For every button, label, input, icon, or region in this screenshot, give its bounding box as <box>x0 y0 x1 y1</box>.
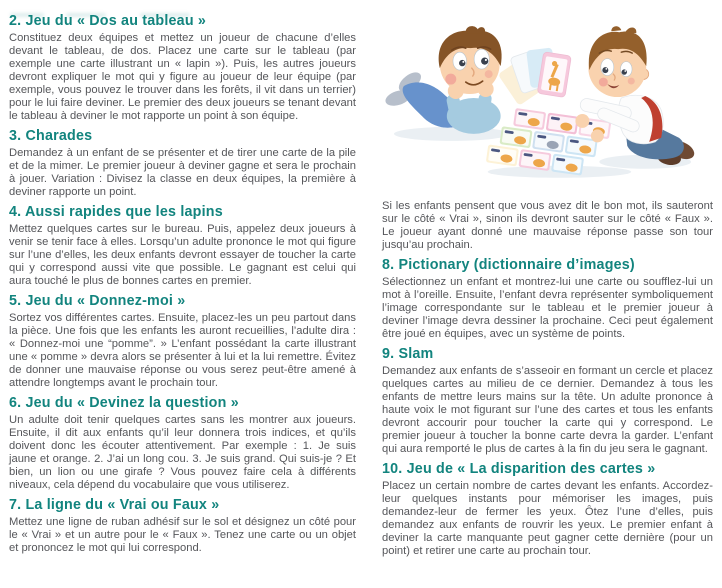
eye-highlight <box>605 68 607 70</box>
kneeling-boy-hand <box>575 114 589 128</box>
eye-highlight <box>485 59 487 61</box>
left-column <box>9 9 356 558</box>
lying-boy-eye-pupil <box>481 58 488 65</box>
section-disparition-des-cartes <box>382 461 713 558</box>
section-jeu-donnez-moi <box>9 293 356 390</box>
game-heading: 4. Aussi rapides que les lapins <box>9 204 223 220</box>
game-description: Mettez une ligne de ruban adhésif sur le sol et désignez un côté pour le « Vrai » et un autre pour le « Faux ». Tenez une carte ou un objet et prononcez le mot qui lui correspond. <box>9 516 356 554</box>
game-description: Demandez aux enfants de s’asseoir en formant un cercle et placez quelques cartes au milieu de ce dernier. Demandez à tous les enfants de mettre leurs mains sur la tête. Un adulte prononce à haute voix le mot figurant sur l’une des cartes et tous les enfants devront accourir pour toucher la carte qui y correspond. Le premier joueur à toucher la bonne carte devra la garder. L’enfant qui aura remporté le plus de cartes à la fin du jeu sera le gagnant. <box>382 365 713 455</box>
game-heading: 10. Jeu de « La disparition des cartes » <box>382 461 656 477</box>
section-aussi-rapides-que-les-lapins <box>9 204 356 288</box>
picture-card <box>546 113 579 135</box>
eye-highlight <box>624 70 626 72</box>
kneeling-boy-eye <box>601 59 614 76</box>
game-heading: 3. Charades <box>9 128 93 144</box>
game-description: Demandez à un enfant de se présenter et de tirer une carte de la pile et de la mimer. Le premier joueur à deviner gagne et sera le prochain à jouer. Variation : Divisez la classe en deux équipes, la première à deviner rapporte un point. <box>9 147 356 198</box>
game-description: Placez un certain nombre de cartes devant les enfants. Accordez-leur quelques instants pour mémoriser les images, puis demandez-leur de fermer les yeux. Ôtez l’une d’elles, puis demandez aux enfants de rouvrir les yeux. Le premier enfant à deviner la carte manquante peut gagner cette dernière (pour un point) et retirer une carte au prochain tour. <box>382 480 713 557</box>
lying-boy-blush <box>445 74 456 85</box>
illustration-children-playing-cards <box>382 9 713 197</box>
picture-card <box>486 144 519 166</box>
vrai-ou-faux-continuation-paragraph: Si les enfants pensent que vous avez dit le bon mot, ils sauteront sur le côté « Vrai », sinon ils devront sauter sur le côté « Faux ». Le joueur ayant donné une mauvaise réponse passe son tour jusqu’au prochain. <box>382 200 713 251</box>
kneeling-boy-eye <box>620 62 632 77</box>
game-heading: 8. Pictionary (dictionnaire d’images) <box>382 257 635 273</box>
lying-boy-eye-pupil <box>459 60 465 66</box>
section-charades <box>9 128 356 199</box>
game-description: Sélectionnez un enfant et montrez-lui une carte ou soufflez-lui un mot à l’oreille. Ensuite, l’enfant devra représenter symboliquement l’image correspondante sur le tableau et le premier joueur à deviner l’image devra dessiner la prochaine. Ceci peut également être joué en équipes, avec un système de points. <box>382 276 713 340</box>
game-description: Un adulte doit tenir quelques cartes sans les montrer aux joueurs. Ensuite, il dit aux enfants qu’il leur donnera trois indices, et qu’ils doivent donc les écouter attentivement. Par exemple : 1. Je suis jaune et orange. 2. J’ai un long cou. 3. Je suis grand. Qui suis-je ? Et bien, un lion ou une girafe ? Vous pouvez faire cela à différents niveaux, cela dépend du vocabulaire que vous utiliserez. <box>9 414 356 491</box>
children-cards-illustration <box>382 9 713 197</box>
lying-boy-hair-tuft <box>466 26 485 33</box>
section-pictionary <box>382 257 713 341</box>
lying-boy <box>383 26 501 134</box>
kneeling-boy-blush <box>599 78 608 87</box>
game-description: Constituez deux équipes et mettez un joueur de chacune d’elles devant le tableau, de dos. Placez une carte sur le tableau (par exemple une carte illustrant un « lapin »). Puis, les autres joueurs devront expliquer le mot qui y figure au joueur de leur équipe (par exemple, vous pouvez le trouver dans les forêts, il vit dans un terrier) pour le lui faire deviner. Le premier des deux joueurs se tenant devant le tableau à deviner le mot rapporte un point à son équipe. <box>9 32 356 122</box>
section-ligne-vrai-ou-faux <box>9 497 356 555</box>
kneeling-boy-eye-pupil <box>602 67 608 73</box>
lying-boy-blush <box>485 70 493 78</box>
game-description: Sortez vos différentes cartes. Ensuite, placez-les un peu partout dans la pièce. Une fois que les enfants les auront recueillies, l’adulte dira : « Donnez-moi une “pomme”. » L’enfant possédant la carte illustrant une « pomme » devra alors se présenter à lui et la lui remettre. Évitez de donner une mauvaise réponse ou vous serez peut-être amené à attendre longtemps avant le prochain tour. <box>9 312 356 389</box>
picture-card <box>532 131 565 153</box>
section-jeu-dos-au-tableau <box>9 13 356 123</box>
kneeling-boy-blush <box>628 78 635 85</box>
game-heading: 5. Jeu du « Donnez-moi » <box>9 293 186 309</box>
game-heading: 6. Jeu du « Devinez la question » <box>9 395 239 411</box>
game-description: Mettez quelques cartes sur le bureau. Puis, appelez deux joueurs à venir se tenir face à elles. Lorsqu’un adulte prononce le mot qui figure sur l’une d’elles, les deux enfants devront essayer de toucher la carte qui y correspond aussi vite que possible. Le gagnant est celui qui aura touché le plus de bonnes cartes en premier. <box>9 223 356 287</box>
game-heading: 2. Jeu du « Dos au tableau » <box>9 13 207 29</box>
card-fan <box>498 47 572 105</box>
eye-highlight <box>462 61 464 63</box>
picture-card <box>513 108 546 130</box>
game-heading: 7. La ligne du « Vrai ou Faux » <box>9 497 220 513</box>
right-column <box>382 9 713 558</box>
section-jeu-devinez-la-question <box>9 395 356 492</box>
fan-card-giraffe <box>537 52 571 98</box>
picture-card <box>499 126 532 148</box>
kneeling-boy-hand <box>591 129 604 142</box>
kneeling-boy-hair-tuft <box>625 27 636 33</box>
two-column-layout <box>9 9 713 558</box>
section-slam <box>382 346 713 456</box>
kneeling-boy-hair-tuft <box>611 26 621 31</box>
game-heading: 9. Slam <box>382 346 434 362</box>
kneeling-boy-eye-pupil <box>622 69 627 74</box>
shadow-under-lying-boy <box>394 127 510 141</box>
